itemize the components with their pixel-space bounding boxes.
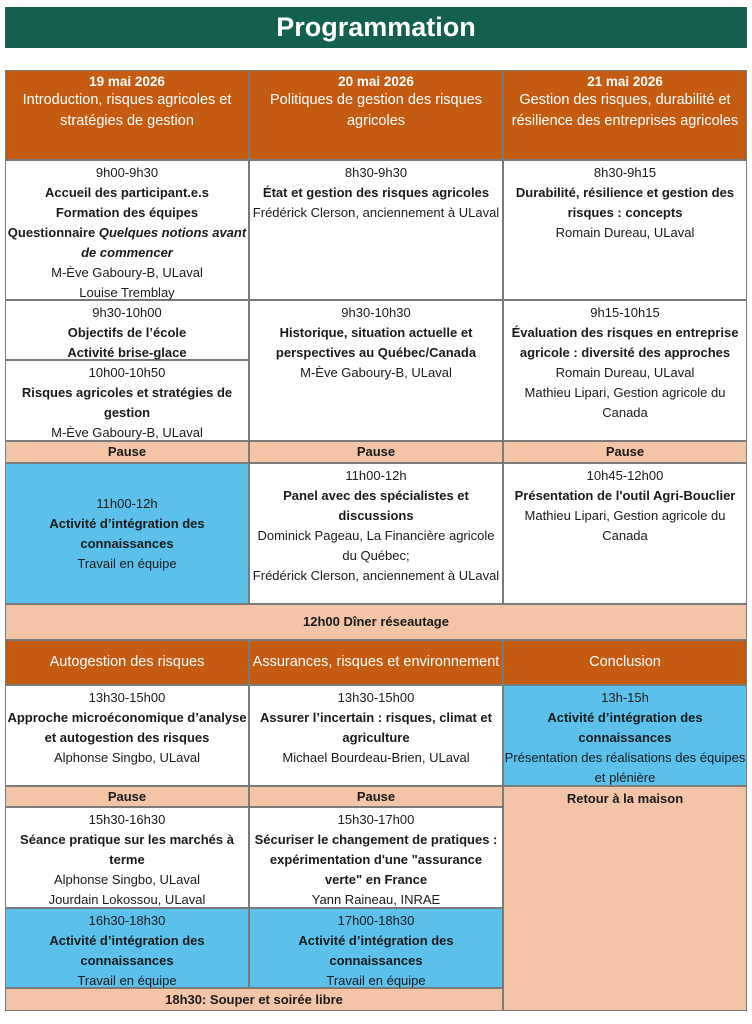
session-green-insurance (249, 807, 503, 908)
session-title: Évaluation des risques en entreprise agricole : diversité des approches (511, 325, 739, 360)
session-title: Activité d’intégration des connaissances (49, 515, 205, 551)
session-time: 10h45-12h00 (586, 468, 664, 483)
day-header-1 (5, 70, 249, 160)
pause-row: Pause (5, 786, 249, 807)
session-title: Activité brise-glace (67, 345, 187, 360)
session-speaker: Yann Raineau, INRAE (311, 892, 441, 907)
session-time: 8h30-9h15 (593, 165, 657, 180)
session-speaker: Frédérick Clerson, anciennement à ULaval (252, 568, 500, 583)
session-time: 13h30-15h00 (88, 690, 166, 705)
session-speaker: Michael Bourdeau-Brien, ULaval (282, 750, 470, 765)
session-time: 8h30-9h30 (344, 165, 408, 180)
session-speaker: M-Ève Gaboury-B, ULaval (51, 265, 203, 280)
session-note: Présentation des réalisations des équipes et plénière (504, 750, 746, 785)
return-home (503, 786, 747, 1011)
day-theme: Introduction, risques agricoles et stratégies de gestion (22, 92, 232, 129)
session-note: Travail en équipe (77, 555, 177, 571)
session-title: Accueil des participant.e.s (44, 185, 209, 200)
day-date: 21 mai 2026 (587, 74, 663, 89)
session-speaker: Mathieu Lipari, Gestion agricole du Canada (524, 508, 726, 543)
day-theme: Gestion des risques, durabilité et résilience des entreprises agricoles (511, 92, 739, 129)
session-speaker: Dominick Pageau, La Financière agricole du Québec; (257, 528, 495, 563)
day-date: 20 mai 2026 (338, 74, 414, 89)
session-title: Présentation de l'outil Agri-Bouclier (514, 488, 736, 503)
session-speaker: Romain Dureau, ULaval (555, 365, 695, 380)
session-title: Activité d’intégration des connaissances (49, 933, 205, 968)
session-risk-evaluation (503, 300, 747, 441)
session-agri-bouclier (503, 463, 747, 604)
session-microeconomic (5, 685, 249, 786)
session-title: Approche microéconomique d’analyse et autogestion des risques (7, 710, 247, 745)
session-time: 17h00-18h30 (337, 913, 415, 928)
lunch-row: 12h00 Dîner réseautage (5, 604, 747, 640)
evening-row: 18h30: Souper et soirée libre (5, 988, 503, 1011)
session-speaker: Frédérick Clerson, anciennement à ULaval (252, 205, 500, 220)
session-risks-strategies (5, 360, 249, 441)
session-history (249, 300, 503, 441)
session-integration-activity (249, 908, 503, 988)
session-title: Séance pratique sur les marchés à terme (20, 832, 234, 867)
session-panel (249, 463, 503, 604)
session-title: Panel avec des spécialistes et discussions (283, 488, 469, 523)
session-conclusion-activity (503, 685, 747, 786)
session-title: Sécuriser le changement de pratiques : expérimentation d'une "assurance verte" en France (254, 832, 498, 887)
session-time: 9h30-10h30 (341, 305, 411, 320)
session-welcome (5, 160, 249, 300)
pause-row: Pause (503, 441, 747, 463)
questionnaire-name: Quelques notions avant de commencer (81, 225, 247, 260)
session-speaker: Louise Tremblay (79, 285, 175, 300)
day-theme: Politiques de gestion des risques agricoles (270, 92, 482, 129)
session-title: Assurer l’incertain : risques, climat et agriculture (260, 710, 492, 745)
session-integration-activity (5, 908, 249, 988)
session-speaker: Alphonse Singbo, ULaval (54, 750, 200, 765)
session-time: 15h30-16h30 (88, 812, 166, 827)
session-time: 13h-15h (601, 690, 649, 705)
session-state-management (249, 160, 503, 300)
session-title: Activité d’intégration des connaissances (547, 710, 703, 745)
questionnaire-label: Questionnaire (7, 225, 99, 240)
session-objectives (5, 300, 249, 360)
afternoon-theme-1: Autogestion des risques (5, 640, 249, 685)
session-insurance-climate (249, 685, 503, 786)
session-title: Historique, situation actuelle et perspectives au Québec/Canada (275, 325, 477, 360)
session-title: Risques agricoles et stratégies de gestion (21, 385, 233, 420)
session-title: État et gestion des risques agricoles (262, 185, 490, 200)
page-title: Programmation (5, 7, 747, 48)
session-time: 10h00-10h50 (88, 365, 166, 380)
day-header-2 (249, 70, 503, 160)
session-time: 9h30-10h00 (92, 305, 162, 320)
day-header-3 (503, 70, 747, 160)
session-title-questionnaire (6, 223, 248, 263)
session-durability-concepts (503, 160, 747, 300)
session-time: 15h30-17h00 (337, 812, 415, 827)
day-date: 19 mai 2026 (89, 74, 165, 89)
session-note: Travail en équipe (326, 973, 426, 988)
session-title: Objectifs de l’école (67, 325, 187, 340)
session-speaker: Mathieu Lipari, Gestion agricole du Canada (524, 385, 726, 420)
session-speaker: Jourdain Lokossou, ULaval (48, 892, 206, 907)
session-time: 9h15-10h15 (590, 305, 660, 320)
session-title: Formation des équipes (55, 205, 199, 220)
pause-row: Pause (249, 441, 503, 463)
session-speaker: Romain Dureau, ULaval (555, 225, 695, 240)
pause-row: Pause (5, 441, 249, 463)
session-time: 16h30-18h30 (88, 913, 166, 928)
session-time: 11h00-12h (345, 468, 407, 483)
session-time: 9h00-9h30 (95, 165, 159, 180)
session-speaker: Alphonse Singbo, ULaval (54, 872, 200, 887)
session-integration-activity (5, 463, 249, 604)
session-time: 13h30-15h00 (337, 690, 415, 705)
session-note: Travail en équipe (77, 973, 177, 988)
session-title: Durabilité, résilience et gestion des risques : concepts (515, 185, 735, 220)
session-futures-markets (5, 807, 249, 908)
session-speaker: M-Ève Gaboury-B, ULaval (300, 365, 452, 380)
session-title: Activité d’intégration des connaissances (298, 933, 454, 968)
afternoon-theme-3: Conclusion (503, 640, 747, 685)
session-time: 11h00-12h (96, 495, 158, 511)
afternoon-theme-2: Assurances, risques et environnement (249, 640, 503, 685)
session-speaker: M-Ève Gaboury-B, ULaval (51, 425, 203, 440)
pause-row: Pause (249, 786, 503, 807)
return-home-label: Retour à la maison (566, 791, 684, 806)
